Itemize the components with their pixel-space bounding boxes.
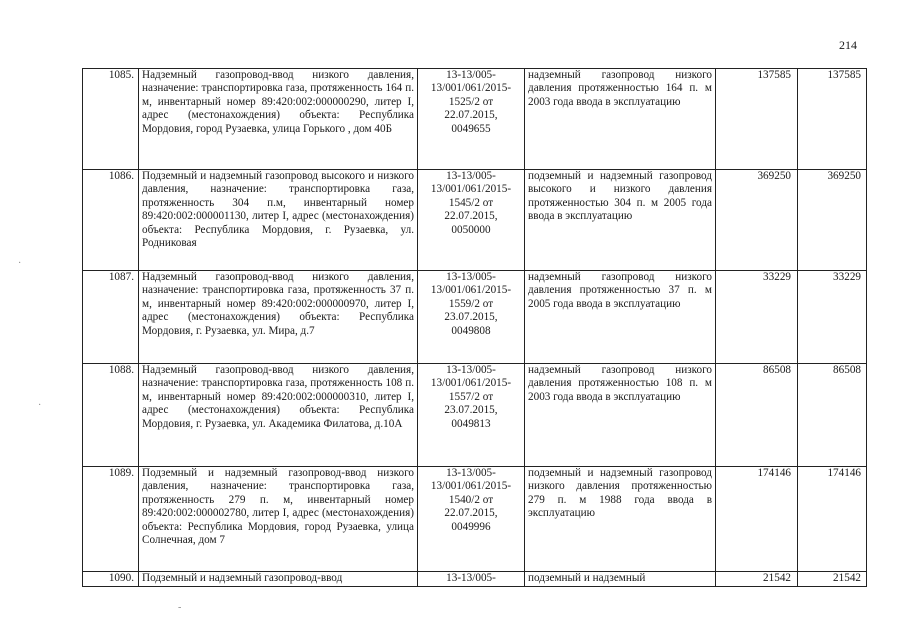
registration-line: 23.07.2015, [444,311,498,324]
scan-speck-mark: · [18,258,22,269]
row-number: 1086. [83,170,139,271]
registration-line: 1540/2 от [448,493,494,506]
object-description: Надземный газопровод-ввод низкого давления, назначение: транспортировка газа, протяженность 108 п. м, инвентарный номер 89:420:002:000000310, литер I, адрес (местонахождения) объекта: Республика Мордовия, г. Рузаевка, ул. Академика Филатова, д.10А [139,364,418,467]
registration-record [418,69,525,170]
registration-line: 0049655 [451,122,491,135]
object-characteristics: подземный и надземный газопровод низкого давления протяженностью 279 п. м 1988 года ввода в эксплуатацию [525,467,716,572]
table-row [83,271,867,364]
row-number: 1088. [83,364,139,467]
row-number: 1085. [83,69,139,170]
object-characteristics: надземный газопровод низкого давления протяженностью 37 п. м 2005 года ввода в эксплуатацию [525,271,716,364]
registration-record [418,170,525,271]
registration-line: 13-13/005- [446,364,496,376]
registration-line: 13/001/061/2015- [430,480,512,493]
book-value: 137585 [716,69,798,170]
book-value: 86508 [716,364,798,467]
object-description: Подземный и надземный газопровод-ввод [139,572,418,587]
registration-line: 23.07.2015, [444,404,498,417]
registration-line: 13/001/061/2015- [430,82,512,95]
registration-line: 0049808 [451,324,491,337]
registry-table [82,68,867,587]
registration-line: 1557/2 от [448,390,494,403]
registration-line: 13/001/061/2015- [430,183,512,196]
registration-record [418,572,525,587]
residual-value: 174146 [798,467,867,572]
registration-line: 13-13/005- [446,170,496,182]
registration-line: 22.07.2015, [444,507,498,520]
object-description: Надземный газопровод-ввод низкого давления, назначение: транспортировка газа, протяженность 37 п. м, инвентарный номер 89:420:002:000000970, литер I, адрес (местонахождения) объекта: Республика Мордовия, г. Рузаевка, ул. Мира, д.7 [139,271,418,364]
registration-line: 13-13/005- [446,572,496,584]
table-row [83,69,867,170]
registration-line: 13-13/005- [446,69,496,81]
table-row [83,467,867,572]
registration-line: 1525/2 от [448,95,494,108]
registration-record [418,271,525,364]
object-characteristics: надземный газопровод низкого давления протяженностью 108 п. м 2003 года ввода в эксплуатацию [525,364,716,467]
registration-record [418,467,525,572]
object-description: Надземный газопровод-ввод низкого давления, назначение: транспортировка газа, протяженность 164 п. м, инвентарный номер 89:420:002:000000290, литер I, адрес (местонахождения) объекта: Республика Мордовия, город Рузаевка, улица Горького , дом 40Б [139,69,418,170]
row-number: 1087. [83,271,139,364]
registration-line: 1545/2 от [448,196,494,209]
residual-value: 33229 [798,271,867,364]
page-number: 214 [839,38,857,52]
registration-line: 22.07.2015, [444,210,498,223]
table-row [83,170,867,271]
scan-speck-mark: · [38,400,42,411]
registration-line: 1559/2 от [448,297,494,310]
scan-speck-mark: - [178,602,182,613]
object-characteristics: надземный газопровод низкого давления протяженностью 164 п. м 2003 года ввода в эксплуатацию [525,69,716,170]
registration-line: 22.07.2015, [444,109,498,122]
residual-value: 21542 [798,572,867,587]
registration-line: 0049996 [451,520,491,533]
registration-line: 13/001/061/2015- [430,284,512,297]
object-description: Подземный и надземный газопровод высокого и низкого давления, назначение: транспортировка газа, протяженность 304 п.м, инвентарный номер 89:420:002:000001130, литер I, адрес (местонахождения) объекта: Республика Мордовия, г. Рузаевка, ул. Родниковая [139,170,418,271]
object-characteristics: подземный и надземный газопровод высокого и низкого давления протяженностью 304 п. м 2005 года ввода в эксплуатацию [525,170,716,271]
book-value: 369250 [716,170,798,271]
registration-line: 0049813 [451,417,491,430]
book-value: 21542 [716,572,798,587]
registration-record [418,364,525,467]
registration-line: 13/001/061/2015- [430,377,512,390]
object-description: Подземный и надземный газопровод-ввод низкого давления, назначение: транспортировка газа, протяженность 279 п. м, инвентарный номер 89:420:002:000002780, литер I, адрес (местонахождения) объекта: Республика Мордовия, город Рузаевка, улица Солнечная, дом 7 [139,467,418,572]
table-row [83,364,867,467]
residual-value: 86508 [798,364,867,467]
residual-value: 369250 [798,170,867,271]
registration-line: 0050000 [451,223,491,236]
residual-value: 137585 [798,69,867,170]
registration-line: 13-13/005- [446,467,496,479]
object-characteristics: подземный и надземный [525,572,716,587]
book-value: 33229 [716,271,798,364]
table-row [83,572,867,587]
row-number: 1089. [83,467,139,572]
row-number: 1090. [83,572,139,587]
book-value: 174146 [716,467,798,572]
registration-line: 13-13/005- [446,271,496,283]
